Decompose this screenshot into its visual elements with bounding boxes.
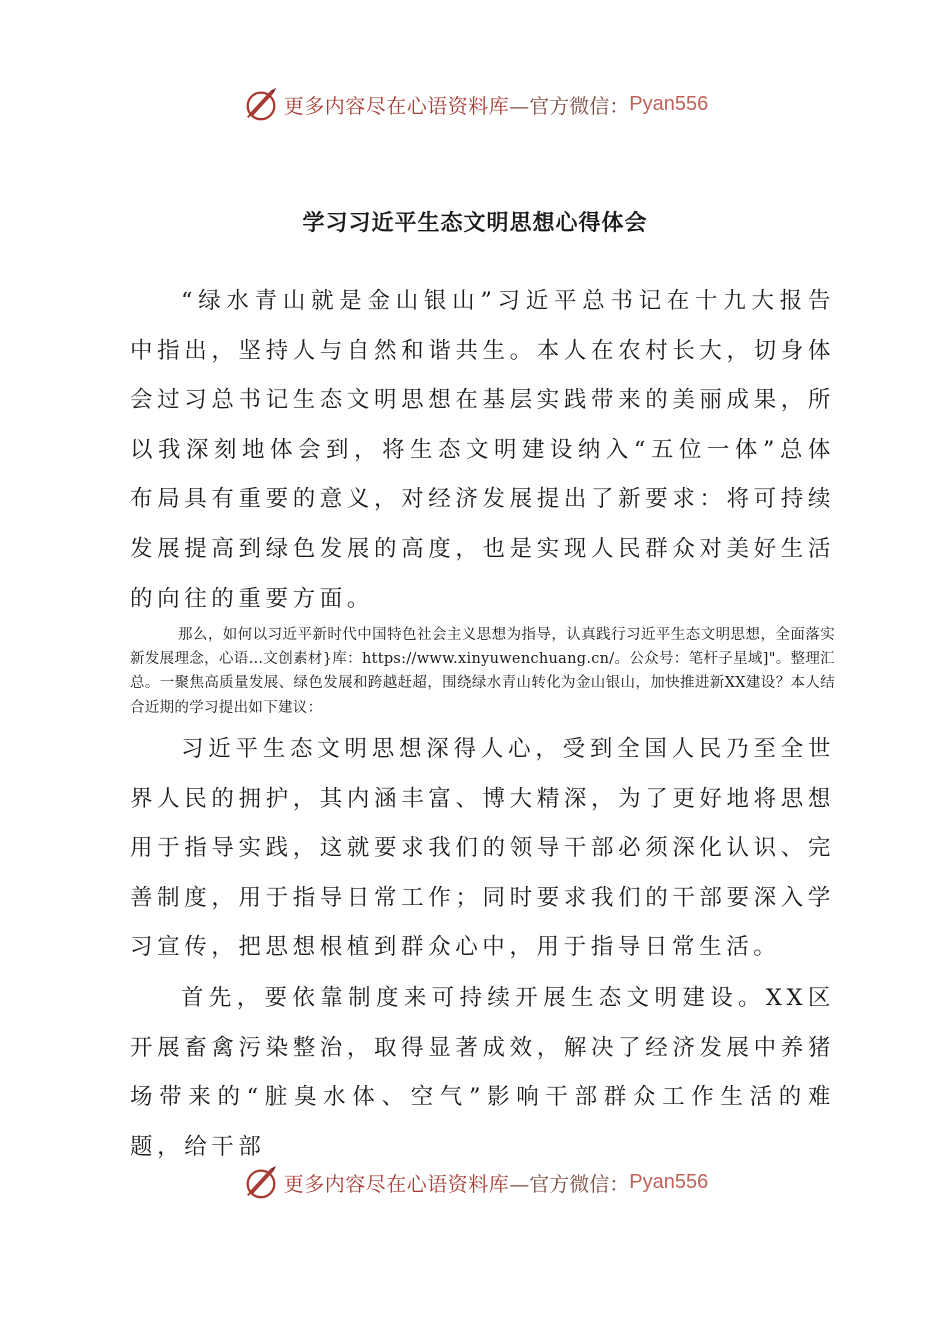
quill-pen-logo-icon [242, 85, 280, 123]
banner-slogan: 更多内容尽在心语资料库 [283, 1171, 510, 1196]
banner-wechat-id: Pyan556 [629, 1170, 709, 1193]
banner-wechat-id: Pyan556 [629, 92, 709, 115]
quill-pen-logo-icon [242, 1163, 280, 1201]
header-banner [0, 84, 950, 124]
document-title: 学习习近平生态文明思想心得体会 [302, 210, 648, 236]
paragraph-first-point: 首先，要依靠制度来可持续开展生态文明建设。XX区开展畜禽污染整治，取得显著成效，解决了经济发展中养猪场带来的“脏臭水体、空气”影响干部群众工作生活的难题，给干部 [130, 985, 835, 1160]
banner-slogan: 更多内容尽在心语资料库 [283, 93, 510, 118]
footer-banner [0, 1162, 950, 1202]
banner-separator: —官方微信： [509, 93, 630, 118]
paragraph-thought: 习近平生态文明思想深得人心，受到全国人民乃至全世界人民的拥护，其内涵丰富、博大精深，为了更好地将思想用于指导实践，这就要求我们的领导干部必须深化认识、完善制度，用于指导日常工作；同时要求我们的干部要深入学习宣传，把思想根植到群众心中，用于指导日常生活。 [130, 736, 835, 961]
banner-separator: —官方微信： [509, 1171, 630, 1196]
paragraph-intro: “绿水青山就是金山银山”习近平总书记在十九大报告中指出，坚持人与自然和谐共生。本人在农村长大，切身体会过习总书记生态文明思想在基层实践带来的美丽成果，所以我深刻地体会到，将生态文明建设纳入“五位一体”总体布局具有重要的意义，对经济发展提出了新要求：将可持续发展提高到绿色发展的高度，也是实现人民群众对美好生活的向往的重要方面。 [130, 288, 835, 612]
paragraph-small-note: 那么，如何以习近平新时代中国特色社会主义思想为指导，认真践行习近平生态文明思想，全面落实新发展理念，心语…文创素材}库：https://www.xinyuwenchuang.cn/。公众号：笔杆子星域]"。整理汇总。一聚焦高质量发展、绿色发展和跨越赶超，围绕绿水青山转化为金山银山，加快推进新XX建设？本人结合近期的学习提出如下建议： [130, 627, 835, 716]
